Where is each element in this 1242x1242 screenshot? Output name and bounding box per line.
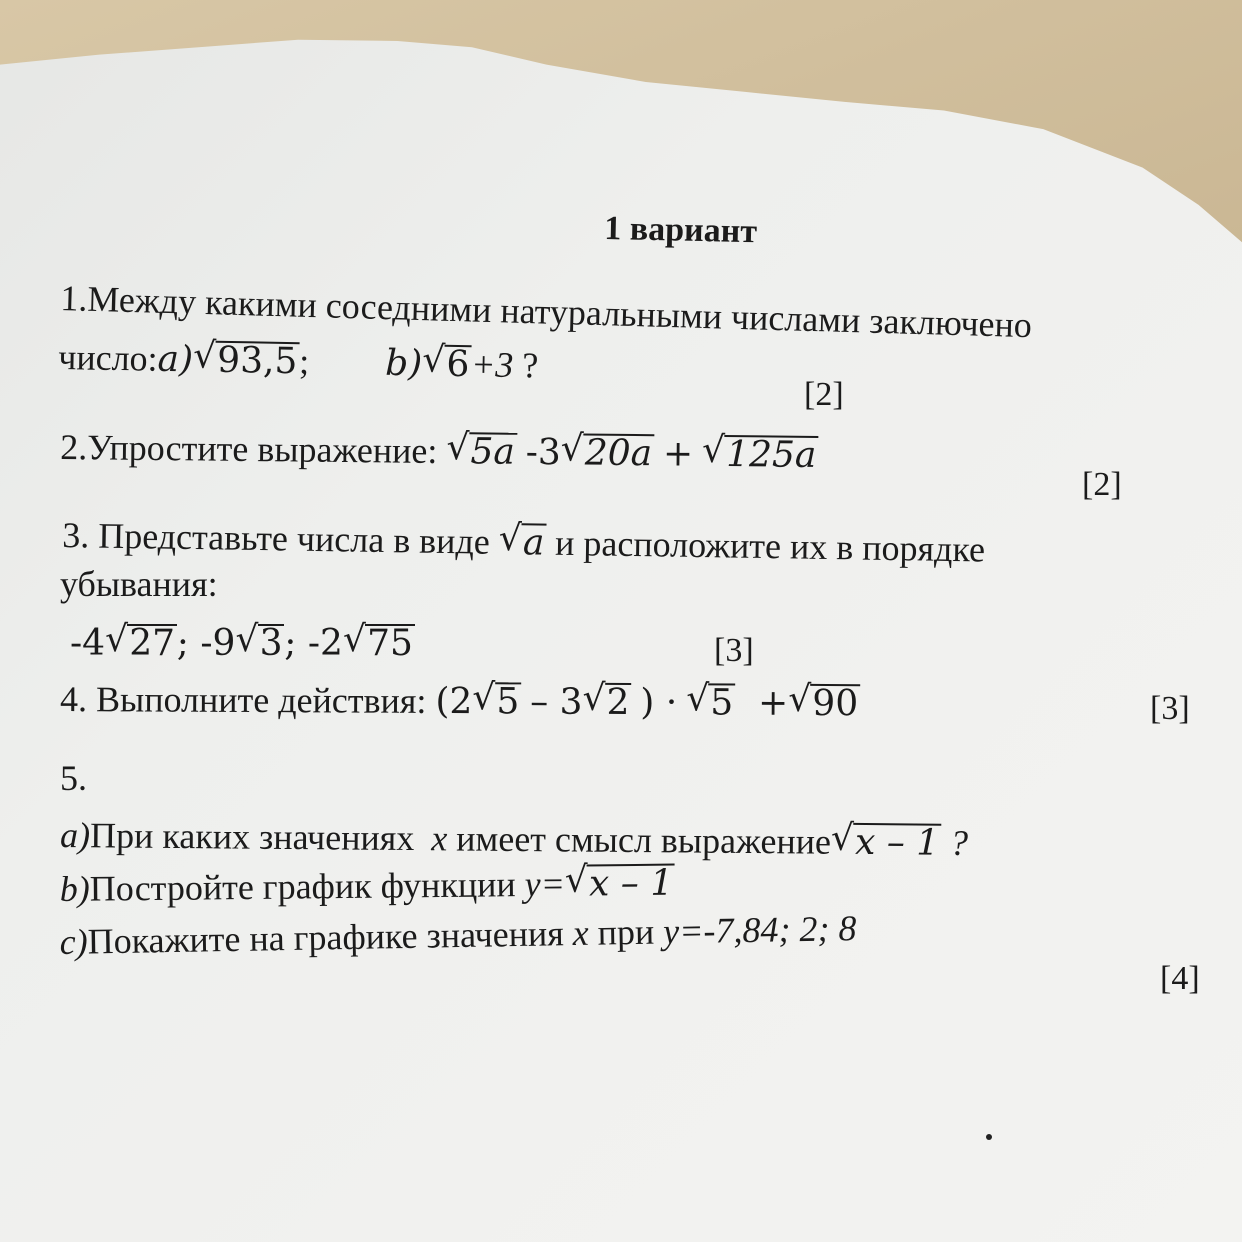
question-5-b-line (60, 864, 675, 908)
question-5-a-label: a) (59, 815, 91, 856)
question-5-c-text-2: при (597, 911, 655, 953)
question-1-qmark: ? (522, 345, 539, 386)
question-4-sqrt-2 (582, 683, 631, 721)
question-2-plus: + (662, 433, 694, 475)
question-2-radicand-1: 5a (470, 431, 516, 473)
question-3-n3-coef: -2 (307, 623, 343, 664)
ink-dot (986, 1134, 992, 1140)
question-1-a-suffix: ; (298, 341, 310, 382)
page-title: 1 вариант (603, 210, 758, 251)
question-4-sqrt-1 (472, 681, 521, 723)
question-5-a-text: При каких значениях (89, 815, 415, 859)
question-1-points: [2] (804, 376, 844, 413)
question-5-c-values: y=-7,84; 2; 8 (662, 908, 857, 952)
question-4-radicand-4: 90 (812, 682, 859, 725)
question-5-a-qmark: ? (949, 822, 969, 863)
question-3-text-after: и расположите их в порядке (554, 522, 986, 570)
question-5-a-sqrt (831, 823, 941, 862)
question-1-a-radicand: 93,5 (216, 339, 298, 383)
question-1-a-label: a) (157, 338, 194, 381)
question-3-n2-radicand: 3 (259, 623, 283, 664)
question-5-c-var: x (572, 912, 590, 954)
question-4-open: (2 (435, 680, 473, 723)
question-2-line (60, 428, 818, 474)
question-1-line-1: 1.Между какими соседними натуральными числами заключено (59, 278, 1033, 346)
question-5-points: [4] (1160, 960, 1200, 997)
question-3-n2-coef: -9 (200, 623, 236, 664)
question-1-a-sqrt (193, 339, 300, 383)
question-2-mid: -3 (525, 431, 561, 474)
question-3-line-1 (62, 516, 985, 568)
question-3-n1-sqrt (105, 624, 177, 662)
question-5-a-radicand: x – 1 (854, 821, 940, 864)
question-3-sep-1: ; (176, 623, 189, 664)
question-3-line-2: убывания: (60, 564, 218, 604)
question-2-sqrt-1 (446, 432, 517, 471)
question-4-sqrt-4 (788, 682, 860, 725)
question-5-b-sqrt (565, 864, 675, 903)
question-3-n3-sqrt (343, 624, 415, 662)
question-4-minus: – 3 (530, 681, 583, 723)
question-2-radicand-3: 125a (726, 433, 817, 476)
question-1-line-2 (58, 338, 539, 384)
question-3-n1-radicand: 27 (129, 623, 175, 664)
question-5-c-text: Покажите на графике значения (87, 913, 565, 962)
question-2-sqrt-3 (702, 435, 818, 474)
question-5-b-label: b) (59, 868, 91, 909)
question-5-a-var: x (431, 818, 448, 859)
question-5-a-text-2: имеет смысл выражение (456, 818, 832, 862)
question-1-b-sqrt (422, 343, 471, 386)
question-4-close: ) · (640, 682, 678, 724)
question-5-c-line (59, 910, 856, 960)
question-4-radicand-1: 5 (496, 681, 520, 723)
question-4-radicand-3: 5 (710, 682, 734, 724)
question-3-text-before: 3. Представьте числа в виде (61, 515, 491, 562)
question-3-radicand: a (522, 522, 545, 564)
question-1-b-radicand: 6 (446, 343, 470, 386)
question-5-b-func: y= (524, 863, 566, 905)
question-3-n3-radicand: 75 (367, 623, 413, 664)
question-4-sqrt-3 (686, 682, 735, 724)
question-1-prefix: число: (57, 337, 158, 379)
question-2-sqrt-2 (561, 432, 655, 475)
question-5-b-text: Постройте график функции (89, 864, 516, 909)
question-4-points: [3] (1150, 690, 1190, 727)
question-5-number: 5. (60, 758, 87, 798)
question-3-sqrt (499, 523, 547, 562)
question-2-points: [2] (1082, 466, 1122, 503)
question-3-sep-2: ; (284, 623, 297, 664)
question-5-c-label: c) (59, 921, 88, 962)
question-4-plus: + (757, 682, 789, 724)
question-3-n2-sqrt (235, 624, 284, 662)
question-4-text: 4. Выполните действия: (59, 679, 427, 721)
question-3-n1-coef: -4 (70, 623, 106, 664)
question-4-line (59, 679, 860, 725)
question-3-numbers (70, 624, 415, 662)
question-3-points: [3] (714, 632, 754, 669)
question-5-a-line (60, 816, 968, 862)
question-1-b-suffix: +3 (470, 344, 514, 385)
question-2-radicand-2: 20a (584, 432, 653, 475)
question-1-b-label: b) (384, 342, 423, 385)
question-2-text: 2.Упростите выражение: (59, 427, 438, 471)
question-4-radicand-2: 2 (606, 681, 630, 723)
question-5-b-radicand: x – 1 (588, 862, 674, 905)
